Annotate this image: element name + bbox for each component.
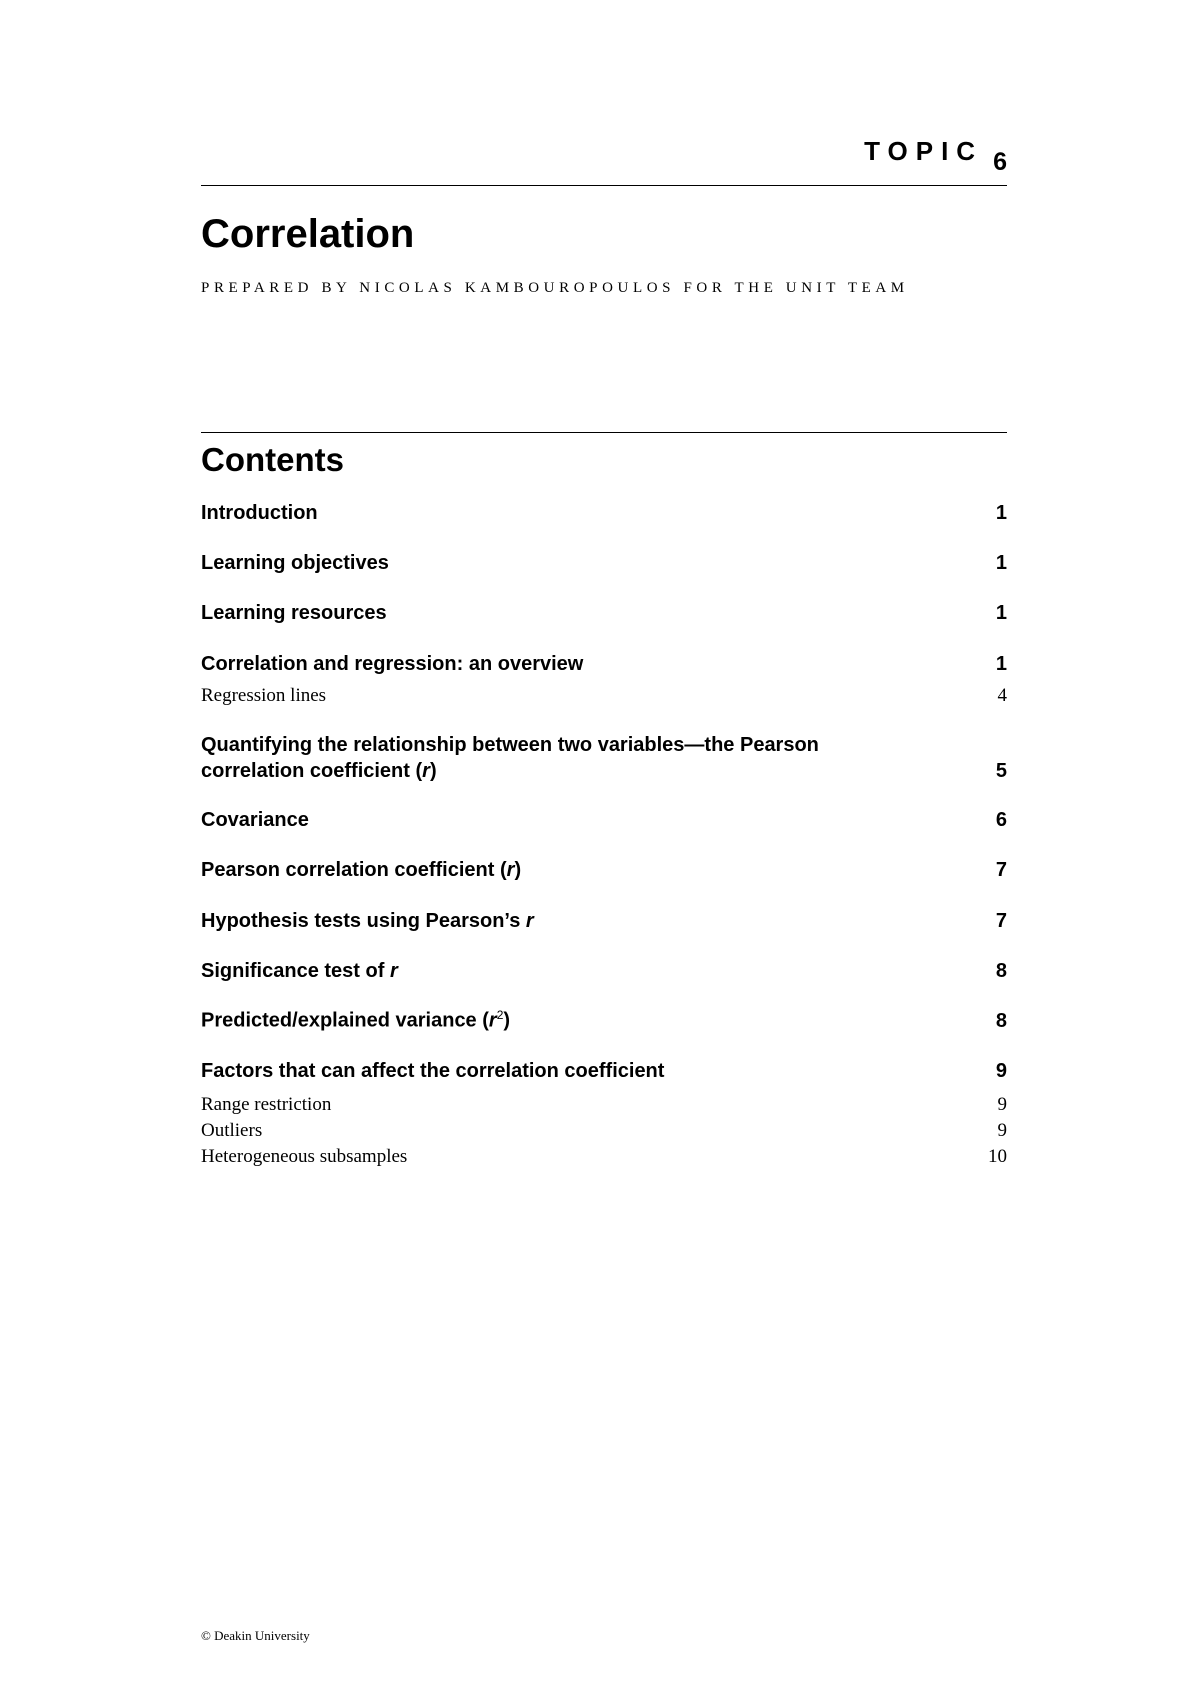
toc-entry-covariance[interactable] [201,807,1007,833]
toc-label: Covariance [201,809,309,831]
toc-label: Learning objectives [201,552,389,574]
toc-label [201,732,941,784]
toc-label [201,1002,941,1034]
author-credit: PREPARED BY NICOLAS KAMBOUROPOULOS FOR THE UNIT TEAM [201,280,909,296]
variable-r: r [422,760,430,782]
toc-entry-quantifying-relationship[interactable] [201,732,1007,784]
toc-label [201,857,941,883]
toc-label: Learning resources [201,602,387,624]
superscript-2: 2 [496,1008,504,1023]
toc-page-number: 9 [997,1094,1007,1115]
toc-subentry-outliers[interactable] [201,1119,1007,1143]
toc-label-suffix: ) [514,859,522,881]
toc-page-number: 9 [995,1060,1007,1082]
toc-label: Introduction [201,502,318,524]
toc-page-number: 1 [995,602,1007,624]
toc-label-line2-prefix: correlation coefficient ( [201,760,423,782]
toc-entry-correlation-regression[interactable] [201,651,1007,677]
toc-page-number: 7 [995,910,1007,932]
toc-page-number: 4 [997,685,1007,706]
toc-entry-introduction[interactable] [201,500,1007,526]
toc-page-number: 7 [995,859,1007,881]
toc-label: Factors that can affect the correlation coefficient [201,1060,665,1082]
toc-label-prefix: Hypothesis tests using Pearson’s [201,910,526,932]
variable-r: r [488,1010,497,1032]
topic-word: TOPIC [864,136,984,166]
toc-label [201,958,941,984]
toc-entry-significance-test[interactable] [201,958,1007,984]
toc-label-prefix: Significance test of [201,960,390,982]
copyright-footer: © Deakin University [201,1628,310,1643]
toc-entry-pearson-coefficient[interactable] [201,857,1007,883]
document-title: Correlation [201,212,415,256]
toc-label: Regression lines [201,685,327,706]
toc-label: Heterogeneous subsamples [201,1146,408,1167]
toc-label: Correlation and regression: an overview [201,653,584,675]
toc-entry-factors[interactable] [201,1058,1007,1084]
toc-page-number: 8 [995,1010,1007,1032]
toc-page-number: 1 [995,502,1007,524]
variable-r: r [389,960,398,982]
toc-subentry-regression-lines[interactable] [201,684,1007,708]
topic-label [864,136,1007,176]
toc-page-number: 10 [988,1146,1007,1167]
toc-page-number: 1 [995,653,1007,675]
toc-entry-hypothesis-tests[interactable] [201,908,1007,934]
contents-heading: Contents [201,441,344,478]
toc-subentry-heterogeneous-subsamples[interactable] [201,1145,1007,1169]
topic-header [201,132,1007,186]
toc-entry-learning-resources[interactable] [201,600,1007,626]
toc-label-line2-suffix: ) [429,760,437,782]
toc-page-number: 5 [995,760,1007,782]
toc-label-prefix: Pearson correlation coefficient ( [201,859,507,881]
toc-page-number: 1 [995,552,1007,574]
contents-rule [201,432,1007,433]
toc-label-prefix: Predicted/explained variance ( [201,1010,489,1032]
header-rule [201,185,1007,186]
toc-label: Outliers [201,1120,263,1141]
toc-page-number: 6 [995,809,1007,831]
variable-r: r [506,859,515,881]
toc-label [201,908,941,934]
toc-page-number: 8 [995,960,1007,982]
variable-r: r [525,910,534,932]
toc-entry-learning-objectives[interactable] [201,550,1007,576]
toc-label-suffix: ) [503,1010,511,1032]
toc-entry-predicted-variance[interactable] [201,1008,1007,1034]
toc-page-number: 9 [997,1120,1007,1141]
toc-subentry-range-restriction[interactable] [201,1093,1007,1117]
toc-label-line1: Quantifying the relationship between two variables—the Pearson [201,734,819,756]
toc-label: Range restriction [201,1094,332,1115]
topic-number: 6 [993,148,1007,176]
